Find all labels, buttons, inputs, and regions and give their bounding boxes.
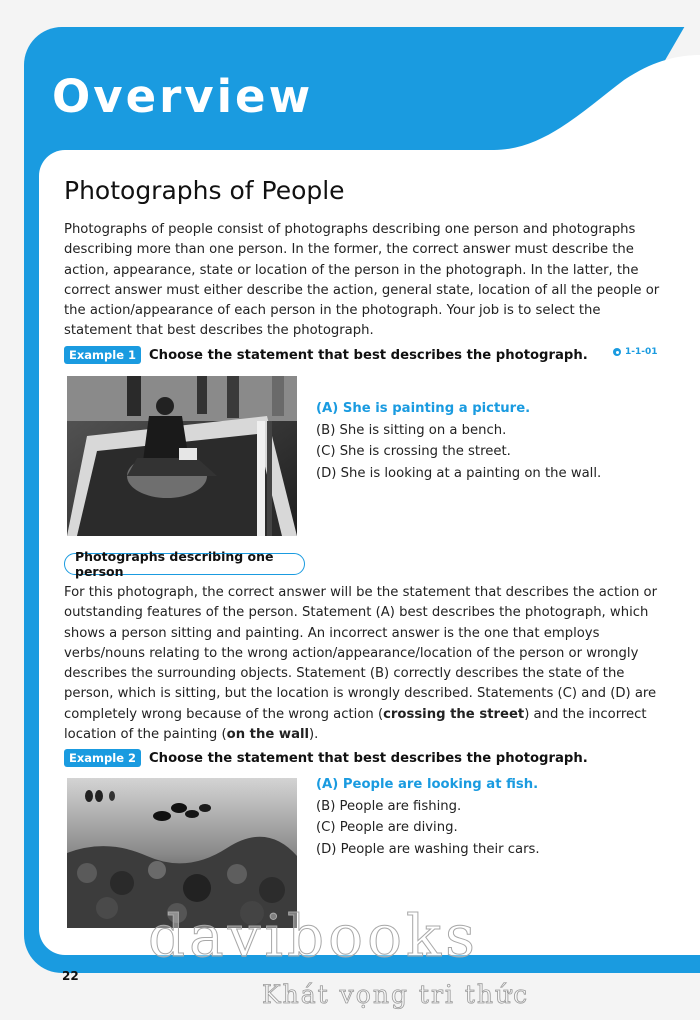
example-2-badge: Example 2 [64, 749, 141, 767]
choice-c[interactable]: (C) People are diving. [316, 820, 458, 836]
example-1-choices [316, 398, 601, 485]
audio-track[interactable] [613, 347, 658, 357]
section-title: Photographs of People [64, 176, 345, 205]
watermark: davibooks [148, 902, 479, 970]
explanation-mid: ) and the incorrect location of the painting ( [64, 706, 647, 743]
choice-d[interactable]: (D) People are washing their cars. [316, 842, 540, 858]
photo-street-painter [67, 376, 297, 536]
example-2-header [64, 749, 588, 767]
one-person-label [64, 549, 305, 579]
choice-a[interactable]: (A) She is painting a picture. [316, 401, 531, 416]
example-2-choices [316, 774, 540, 861]
audio-disc-icon [613, 348, 621, 356]
choice-c[interactable]: (C) She is crossing the street. [316, 444, 511, 460]
choice-d[interactable]: (D) She is looking at a painting on the wall. [316, 466, 602, 482]
intro-paragraph: Photographs of people consist of photographs describing one person and photographs describing more than one person. In the former, the correct answer must describe the action, appearance, state or location of the person in the photograph. In the latter, the correct answer must either describe the action, general state, location of all the people or the action/appearance of each person in the photograph. Your job is to select the statement that best describes the photograph. [64, 222, 660, 339]
example-1-badge: Example 1 [64, 346, 141, 364]
choice-b[interactable]: (B) People are fishing. [316, 798, 462, 814]
explanation-start: For this photograph, the correct answer will be the statement that describes the action or outstanding features of the person. Statement (A) best describes the photograph, which shows a person sitting and painting. An incorrect answer is the one that employs verbs/nouns relating to the wrong action/appearance/location of the person or wrongly describes the surrounding objects. Statement (B) correctly describes the state of the person, which is sitting, but the location is wrongly described. Statements (C) and (D) are completely wrong because of the wrong action ( [64, 585, 657, 722]
explanation-emph-2: on the wall [226, 727, 310, 743]
choice-b[interactable]: (B) She is sitting on a bench. [316, 422, 507, 438]
watermark-tagline: Khát vọng tri thức [262, 980, 530, 1009]
one-person-label-text: Photographs describing one person [75, 549, 274, 579]
example-1-instruction: Choose the statement that best describes the photograph. [149, 347, 588, 363]
page-number: 22 [62, 969, 79, 983]
explanation-emph-1: crossing the street [383, 706, 525, 722]
choice-a[interactable]: (A) People are looking at fish. [316, 777, 539, 792]
audio-track-label: 1-1-01 [625, 347, 658, 357]
explanation-end: ). [309, 727, 319, 743]
explanation-paragraph [64, 583, 664, 745]
example-1-header [64, 346, 588, 364]
street-painter-illustration [67, 376, 297, 536]
page-heading: Overview [52, 70, 314, 123]
example-2-instruction: Choose the statement that best describes the photograph. [149, 750, 588, 766]
